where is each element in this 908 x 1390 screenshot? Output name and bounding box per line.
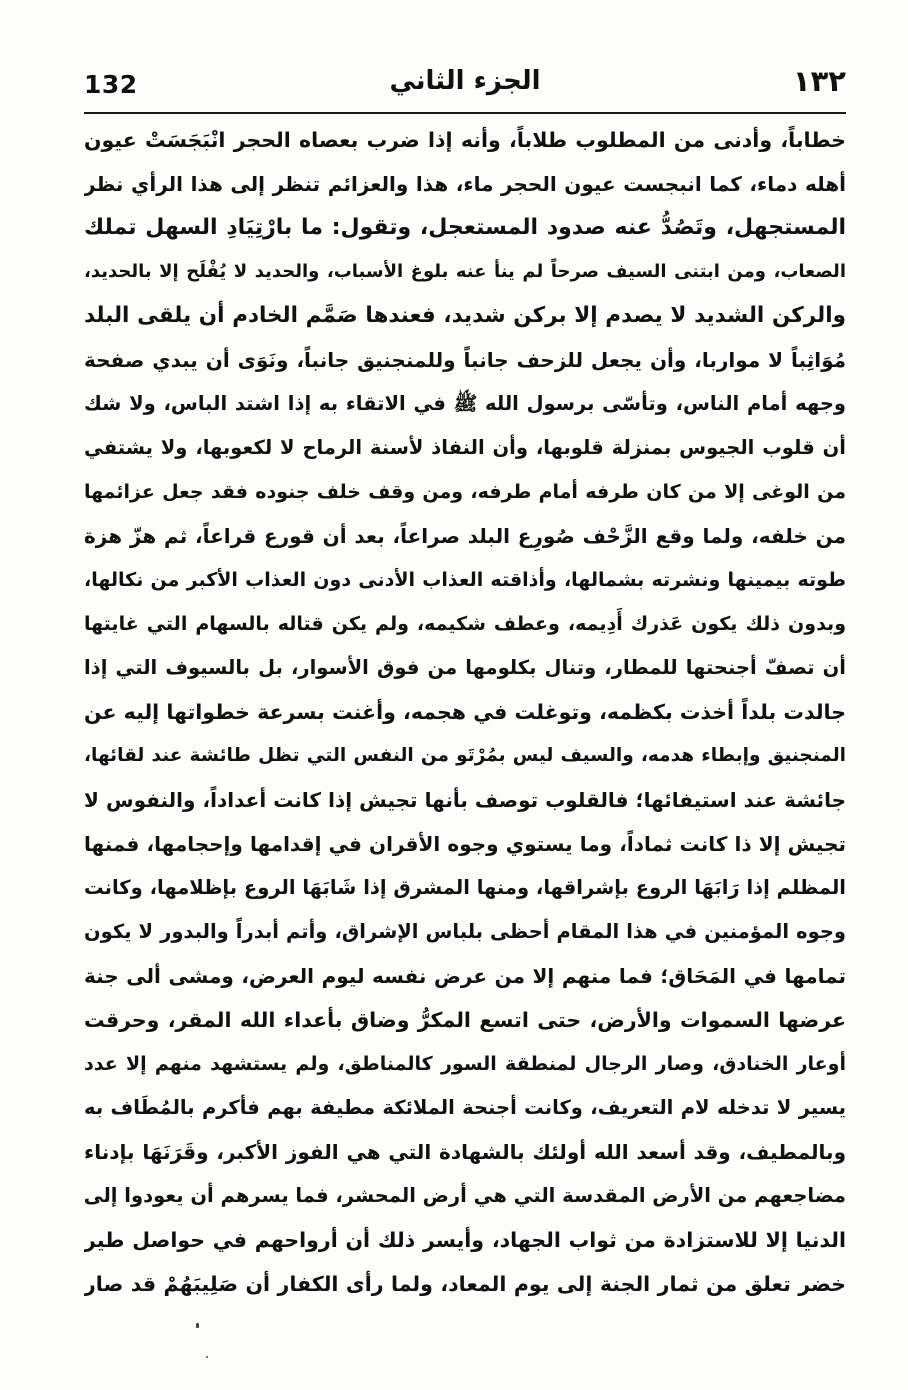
text-line: المظلم إذا رَابَهَا الروع بإشراقها، ومنها المشرق إذا شَابَهَا الروع بإظلامها، وكانت	[84, 876, 846, 899]
page-number-arabic: ١٣٢	[792, 64, 846, 98]
text-line: الدنيا إلا للاستزادة من ثواب الجهاد، وأيسر ذلك أن أرواحهم في حواصل طير	[84, 1228, 846, 1252]
text-line: من خلفه، ولما وقع الزَّحْف صُورِع البلد صراعاً، بعد أن قورع قراعاً، ثم هزّ هزة	[84, 524, 846, 548]
scan-speck	[196, 1323, 199, 1328]
text-line: عرضها السموات والأرض، حتى اتسع المكرُّ وضاق بأعداء الله المقر، وحرقت	[84, 1008, 846, 1032]
running-title: الجزء الثاني	[389, 66, 541, 96]
text-line: يسير لا تدخله لام التعريف، وكانت أجنحة الملائكة مطيفة بهم فأكرم بالمُطَاف به	[84, 1096, 846, 1119]
text-line: جائشة عند استيفائها؛ فالقلوب توصف بأنها تجيش إذا كانت أعداداً، والنفوس لا	[84, 788, 846, 812]
text-line: والركن الشديد لا يصدم إلا بركن شديد، فعندها صَمَّم الخادم أن يلقى البلد	[84, 303, 846, 328]
page-number-latin: 132	[84, 70, 138, 99]
text-line: مُوَاثِباً لا مواربا، وأن يجعل للزحف جانباً وللمنجنيق جانباً، ونَوَى أن يبدي صفحة	[84, 348, 846, 372]
header-rule	[84, 112, 846, 114]
text-line: تجيش إلا ذا كانت ثماداً، وما يستوي وجوه الأقران في إقدامها وإحجامها، فمنها	[84, 832, 846, 856]
text-line: وجوه المؤمنين في هذا المقام أحظى بلباس الإشراق، وأتم أبدراً والبدور لا يكون	[84, 920, 846, 943]
text-line: الصعاب، ومن ابتنى السيف صرحاً لم ينأ عنه بلوغ الأسباب، والحديد لا يُفْلَح إلا بالحديد،	[84, 261, 846, 282]
text-line: أوعار الخنادق، وصار الرجال لمنطقة السور كالمناطق، ولم يستشهد منهم إلا عدد	[84, 1053, 846, 1075]
text-line: وبالمطيف، وقد أسعد الله أولئك بالشهادة التي هي الفوز الأكبر، وقَرَنَهَا بإدناء	[84, 1140, 846, 1164]
text-line: أن تصفّ أجنحتها للمطار، وتنال بكلومها من فوق الأسوار، بل بالسيوف التي إذا	[84, 656, 846, 679]
text-line: وجهه أمام الناس، وتأسّى برسول الله ﷺ في الاتقاء به إذا اشتد الباس، ولا شك	[84, 392, 846, 415]
text-line: أن قلوب الجيوس بمنزلة قلوبها، وأن النفاذ لأسنة الرماح لا لكعوبها، ولا يشتفي	[84, 436, 846, 459]
text-line: وبدون ذلك يكون عَذرك أَدِيمه، وعطف شكيمه، ولم يكن قتاله بالسهام التي غايتها	[84, 613, 846, 635]
text-line: من الوغى إلا من كان طرفه أمام طرفه، ومن وقف خلف جنوده فقد جعل عزائمها	[84, 481, 846, 503]
text-line: طوته بيمينها ونشرته بشمالها، وأذاقته العذاب الأدنى دون العذاب الأكبر من نكالها،	[84, 569, 846, 591]
text-line: المنجنيق وإبطاء هدمه، والسيف ليس بمُرْتَو من النفس التي تظل طائشة عند لقائها،	[84, 745, 846, 766]
text-line: المستجهل، وتَصُدُّ عنه صدود المستعجل، وتقول: ما بارْتِيَادِ السهل تملك	[84, 215, 846, 240]
text-line: تمامها في المَحَاق؛ فما منهم إلا من عرض نفسه ليوم العرض، ومشى ألى جنة	[84, 964, 846, 988]
text-line: خضر تعلق من ثمار الجنة إلى يوم المعاد، ولما رأى الكفار أن صَلِيبَهُمْ قد صار	[84, 1272, 846, 1296]
page-header	[84, 62, 846, 106]
text-line: مضاجعهم من الأرض المقدسة التي هي أرض المحشر، فما يسرهم أن يعودوا إلى	[84, 1184, 846, 1207]
text-line: أهله دماء، كما انبجست عيون الحجر ماء، هذا والعزائم تنظر إلى هذا الرأي نظر	[84, 172, 846, 196]
text-line: جالدت بلداً أخذت بكظمه، وتوغلت في هجمه، وأغنت بسرعة خطواتها إليه عن	[84, 700, 846, 724]
body-text	[84, 118, 846, 1306]
text-line: خطاباً، وأدنى من المطلوب طلاباً، وأنه إذا ضرب بعصاه الحجر انْبَجَسَتْ عيون	[84, 128, 846, 152]
scan-speck	[206, 1356, 208, 1358]
